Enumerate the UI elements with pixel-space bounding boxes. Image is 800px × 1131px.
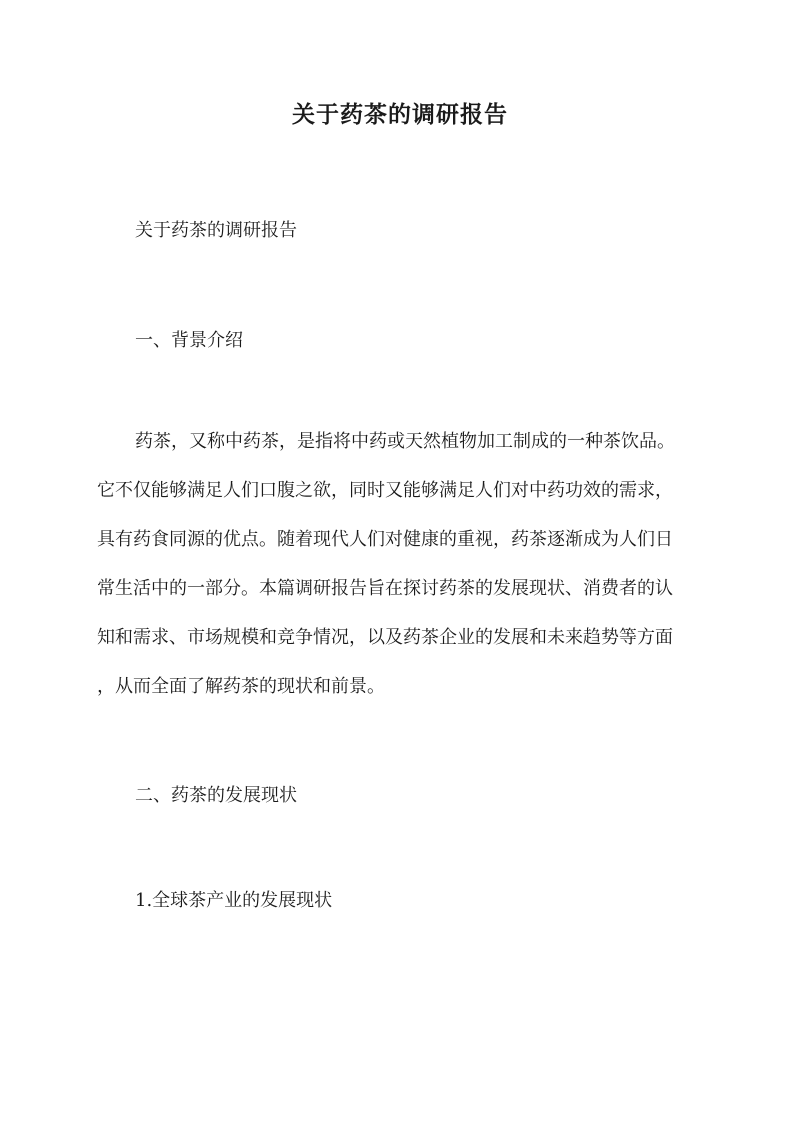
paragraph-line: 知和需求、市场规模和竞争情况，以及药茶企业的发展和未来趋势等方面 <box>97 627 673 648</box>
section-heading-development: 二、药茶的发展现状 <box>135 785 297 806</box>
paragraph-line: ，从而全面了解药茶的现状和前景。 <box>97 676 385 697</box>
subsection-heading-global-tea: 1.全球茶产业的发展现状 <box>135 890 333 911</box>
paragraph-line: 药茶，又称中药茶，是指将中药或天然植物加工制成的一种茶饮品。 <box>135 431 675 452</box>
paragraph-line: 它不仅能够满足人们口腹之欲，同时又能够满足人们对中药功效的需求， <box>97 480 673 501</box>
background-paragraph <box>97 417 717 711</box>
paragraph-line: 具有药食同源的优点。随着现代人们对健康的重视，药茶逐渐成为人们日 <box>97 529 673 550</box>
document-title: 关于药茶的调研报告 <box>292 101 508 128</box>
report-subtitle: 关于药茶的调研报告 <box>135 220 297 241</box>
section-heading-background: 一、背景介绍 <box>135 330 243 351</box>
paragraph-line: 常生活中的一部分。本篇调研报告旨在探讨药茶的发展现状、消费者的认 <box>97 578 673 599</box>
